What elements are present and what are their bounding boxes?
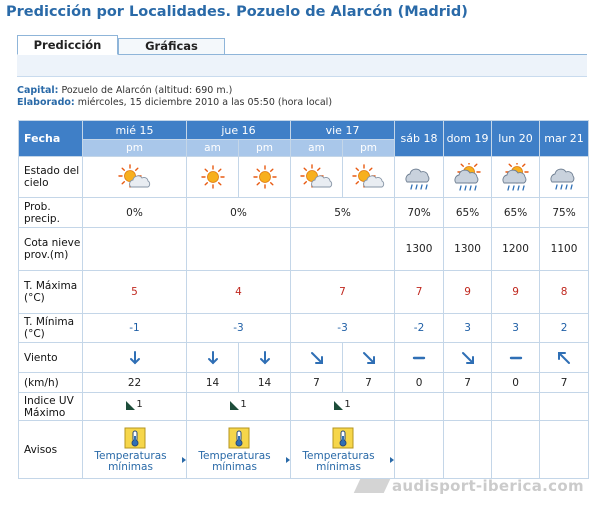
arrow-down-right-icon: [361, 350, 377, 366]
day-header-d7: mar 21: [540, 121, 589, 157]
sun-icon: [251, 163, 279, 191]
fecha-header: Fecha: [19, 121, 83, 157]
row-label-uv: Indice UV Máximo: [19, 393, 83, 421]
arrow-down-right-icon: [309, 350, 325, 366]
location-info: [17, 85, 332, 109]
arrow-down-right-icon: [460, 350, 476, 366]
avisos-d5: [444, 421, 492, 479]
wind-c2: [187, 343, 239, 373]
row-label-tmax: T. Máxima (°C): [19, 271, 83, 314]
avisos-d4: [395, 421, 444, 479]
kmh-c2: 14: [187, 373, 239, 393]
tmax-d7: 8: [540, 271, 589, 314]
prob-d4: 70%: [395, 198, 444, 228]
kmh-c7: 7: [444, 373, 492, 393]
arrow-down-icon: [205, 350, 221, 366]
kmh-c5: 7: [343, 373, 395, 393]
sky-d3-pm: [343, 157, 395, 198]
kmh-c9: 7: [540, 373, 589, 393]
day-header-d5: dom 19: [444, 121, 492, 157]
watermark-text: audisport-iberica.com: [392, 477, 584, 495]
day-header-d1: mié 15: [83, 121, 187, 140]
tab-prediccion[interactable]: Predicción: [17, 35, 118, 55]
cota-d6: 1200: [492, 228, 540, 271]
thermometer-warning-icon: [332, 427, 354, 449]
period-d1-pm: pm: [83, 140, 187, 157]
period-d2-pm: pm: [239, 140, 291, 157]
sun-cloud-icon: [300, 163, 334, 191]
tmin-d5: 3: [444, 314, 492, 343]
sky-d3-am: [291, 157, 343, 198]
avisos-d1: [83, 421, 187, 479]
sky-d2-pm: [239, 157, 291, 198]
sky-d7: [540, 157, 589, 198]
prob-d1: 0%: [83, 198, 187, 228]
watermark-logo-icon: [354, 479, 391, 493]
tmin-d4: -2: [395, 314, 444, 343]
aviso-text-d1: Temperaturas mínimas: [94, 449, 167, 473]
row-label-viento: Viento: [19, 343, 83, 373]
thermometer-warning-icon: [124, 427, 146, 449]
sky-d4: [395, 157, 444, 198]
aviso-text-d3: Temperaturas mínimas: [302, 449, 375, 473]
rain-cloud-icon: [403, 163, 435, 191]
day-header-d6: lun 20: [492, 121, 540, 157]
cota-d3: [291, 228, 395, 271]
uv-d6: [492, 393, 540, 421]
tmax-d4: 7: [395, 271, 444, 314]
prob-d5: 65%: [444, 198, 492, 228]
wind-c5: [343, 343, 395, 373]
sky-d6: [492, 157, 540, 198]
row-label-avisos: Avisos: [19, 421, 83, 479]
aviso-link-d1[interactable]: [83, 451, 186, 473]
uv-icon: [334, 401, 343, 410]
tab-graficas[interactable]: Gráficas: [118, 38, 225, 55]
chevron-right-icon: [182, 457, 186, 463]
kmh-c6: 0: [395, 373, 444, 393]
tab-content-band: [17, 55, 587, 77]
tmax-d2: 4: [187, 271, 291, 314]
rain-cloud-icon: [548, 163, 580, 191]
tmax-d1: 5: [83, 271, 187, 314]
capital-value: Pozuelo de Alarcón (altitud: 690 m.): [61, 85, 233, 96]
arrow-up-left-icon: [556, 350, 572, 366]
chevron-right-icon: [390, 457, 394, 463]
day-header-d2: jue 16: [187, 121, 291, 140]
tmin-d7: 2: [540, 314, 589, 343]
period-d3-am: am: [291, 140, 343, 157]
arrow-down-icon: [127, 350, 143, 366]
sun-cloud-icon: [118, 163, 152, 191]
period-d3-pm: pm: [343, 140, 395, 157]
calm-icon: [411, 350, 427, 366]
elaborado-label: Elaborado:: [17, 97, 75, 108]
row-label-prob: Prob. precip.: [19, 198, 83, 228]
prob-d2: 0%: [187, 198, 291, 228]
tmax-d6: 9: [492, 271, 540, 314]
uv-d3: [291, 393, 395, 421]
wind-c3: [239, 343, 291, 373]
kmh-c1: 22: [83, 373, 187, 393]
avisos-d7: [540, 421, 589, 479]
avisos-d3: [291, 421, 395, 479]
chevron-right-icon: [286, 457, 290, 463]
sky-d1-pm: [83, 157, 187, 198]
tmin-d2: -3: [187, 314, 291, 343]
uv-icon: [126, 401, 135, 410]
wind-c1: [83, 343, 187, 373]
day-header-d4: sáb 18: [395, 121, 444, 157]
sun-rain-cloud-icon: [452, 163, 484, 191]
tab-bar: [17, 35, 587, 55]
uv-value-d1: 1: [136, 399, 143, 410]
uv-d1: [83, 393, 187, 421]
uv-d5: [444, 393, 492, 421]
tmin-d6: 3: [492, 314, 540, 343]
uv-d2: [187, 393, 291, 421]
tmin-d1: -1: [83, 314, 187, 343]
wind-c9: [540, 343, 589, 373]
tmax-d3: 7: [291, 271, 395, 314]
uv-value-d3: 1: [344, 399, 351, 410]
aviso-link-d2[interactable]: [187, 451, 290, 473]
cota-d2: [187, 228, 291, 271]
tmin-d3: -3: [291, 314, 395, 343]
avisos-d6: [492, 421, 540, 479]
wind-c4: [291, 343, 343, 373]
cota-d1: [83, 228, 187, 271]
kmh-c8: 0: [492, 373, 540, 393]
prob-d6: 65%: [492, 198, 540, 228]
period-d2-am: am: [187, 140, 239, 157]
page-title: Predicción por Localidades. Pozuelo de Alarcón (Madrid): [6, 4, 468, 20]
row-label-cota: Cota nieve prov.(m): [19, 228, 83, 271]
sun-cloud-icon: [352, 163, 386, 191]
sun-rain-cloud-icon: [500, 163, 532, 191]
wind-c6: [395, 343, 444, 373]
tmax-d5: 9: [444, 271, 492, 314]
wind-c8: [492, 343, 540, 373]
prob-d3: 5%: [291, 198, 395, 228]
watermark: [357, 477, 584, 495]
row-label-kmh: (km/h): [19, 373, 83, 393]
uv-d4: [395, 393, 444, 421]
aviso-link-d3[interactable]: [291, 451, 394, 473]
cota-d5: 1300: [444, 228, 492, 271]
uv-icon: [230, 401, 239, 410]
kmh-c3: 14: [239, 373, 291, 393]
cota-d4: 1300: [395, 228, 444, 271]
arrow-down-icon: [257, 350, 273, 366]
cota-d7: 1100: [540, 228, 589, 271]
day-header-d3: vie 17: [291, 121, 395, 140]
uv-d7: [540, 393, 589, 421]
avisos-d2: [187, 421, 291, 479]
uv-value-d2: 1: [240, 399, 247, 410]
forecast-table: [18, 120, 589, 479]
sky-d5: [444, 157, 492, 198]
row-label-estado: Estado del cielo: [19, 157, 83, 198]
elaborado-value: miércoles, 15 diciembre 2010 a las 05:50 (hora local): [77, 97, 333, 108]
row-label-tmin: T. Mínima (°C): [19, 314, 83, 343]
sun-icon: [199, 163, 227, 191]
capital-label: Capital:: [17, 85, 59, 96]
thermometer-warning-icon: [228, 427, 250, 449]
aviso-text-d2: Temperaturas mínimas: [198, 449, 271, 473]
calm-icon: [508, 350, 524, 366]
prob-d7: 75%: [540, 198, 589, 228]
sky-d2-am: [187, 157, 239, 198]
wind-c7: [444, 343, 492, 373]
kmh-c4: 7: [291, 373, 343, 393]
